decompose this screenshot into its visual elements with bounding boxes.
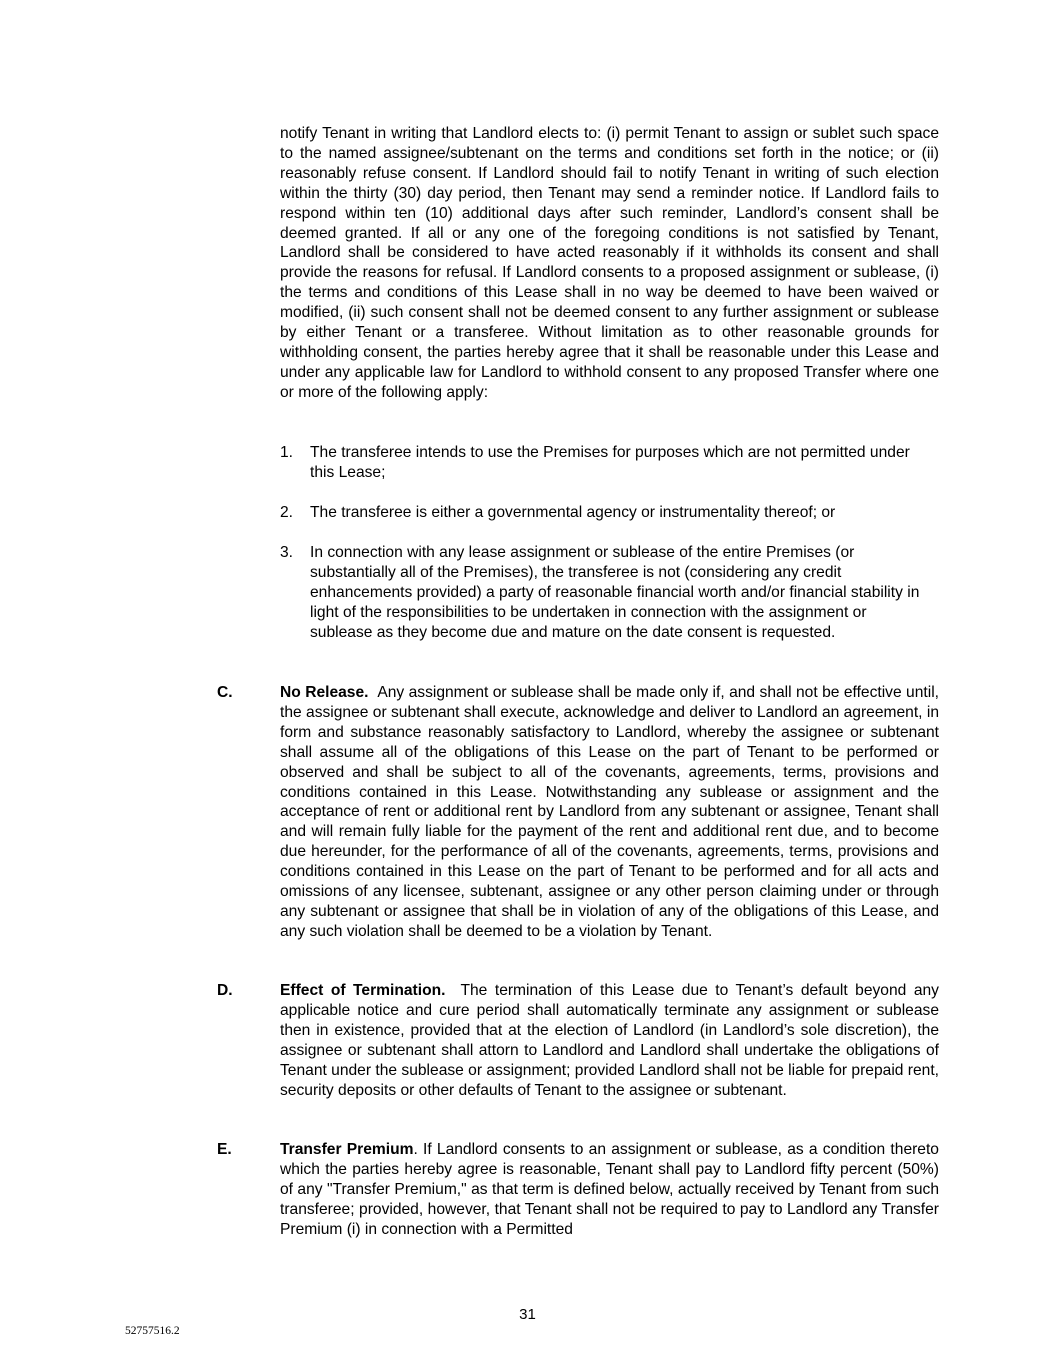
list-item-text: The transferee intends to use the Premises for purposes which are not permitted under this Lease;	[310, 444, 910, 481]
section-text: The termination of this Lease due to Tenant’s default beyond any applicable notice and cure period shall automatically terminate any assignment or sublease then in existence, provided that at the election of Landlord (in Landlord’s sole discretion), the assignee or subtenant shall attorn to Landlord and Landlord shall undertake the obligations of Tenant under the sublease or assignment; provided Landlord shall not be liable for prepaid rent, security deposits or other defaults of Tenant to the assignee or subtenant.	[280, 982, 939, 1099]
list-item-text: The transferee is either a governmental agency or instrumentality thereof; or	[310, 504, 836, 521]
section-letter: D.	[217, 982, 233, 999]
section-body	[280, 1140, 939, 1240]
list-item-number: 3.	[280, 544, 294, 561]
section-text: . If Landlord consents to an assignment or sublease, as a condition thereto which the parties hereby agree is reasonable, Tenant shall pay to Landlord fifty percent (50%) of any "Transfer Premium," as that term is defined below, actually received by Tenant from such transferee; provided, however, that Tenant shall not be required to pay to Landlord any Transfer Premium (i) in connection with a Permitted	[280, 1141, 939, 1238]
section-letter: E.	[217, 1141, 232, 1158]
intro-paragraph: notify Tenant in writing that Landlord elects to: (i) permit Tenant to assign or sublet such space to the named assignee/subtenant on the terms and conditions set forth in the notice; or (ii) reasonably refuse consent. If Landlord should fail to notify Tenant in writing of such election within the thirty (30) day period, then Tenant may send a reminder notice. If Landlord fails to respond within ten (10) additional days after such reminder, Landlord’s consent shall be deemed granted. If all or any one of the foregoing conditions is not satisfied by Tenant, Landlord shall be considered to have acted reasonably if it withholds its consent and shall provide the reasons for refusal. If Landlord consents to a proposed assignment or sublease, (i) the terms and conditions of this Lease shall in no way be deemed to have been waived or modified, (ii) such consent shall not be deemed consent to any further assignment or sublease by either Tenant or a transferee. Without limitation as to other reasonable grounds for withholding consent, the parties hereby agree that it shall be reasonable under this Lease and under any applicable law for Landlord to withhold consent to any proposed Transfer where one or more of the following apply:	[280, 125, 939, 401]
section-heading: Transfer Premium	[280, 1141, 414, 1158]
document-id: 52757516.2	[125, 1325, 180, 1337]
section-body	[280, 981, 939, 1100]
section-text: Any assignment or sublease shall be made only if, and shall not be effective until, the assignee or subtenant shall execute, acknowledge and deliver to Landlord an agreement, in form and substance reasonably satisfactory to Landlord, whereby the assignee or subtenant shall assume all of the obligations of this Lease on the part of Tenant to be performed or observed and shall be subject to all of the covenants, agreements, terms, provisions and conditions contained in this Lease. Notwithstanding any sublease or assignment and the acceptance of rent or additional rent by Landlord from any subtenant or assignee, Tenant shall and will remain fully liable for the payment of the rent and additional rent due, and to become due hereunder, for the performance of all of the covenants, agreements, terms, provisions and conditions contained in this Lease on the part of Tenant to be performed and for all acts and omissions of any licensee, subtenant, assignee or any other person claiming under or through any subtenant or assignee that shall be in violation of any of the obligations of this Lease, and any such violation shall be deemed to be a violation by Tenant.	[280, 684, 939, 940]
list-item-number: 2.	[280, 504, 294, 521]
section-heading: Effect of Termination.	[280, 982, 446, 999]
list-item-text: In connection with any lease assignment or sublease of the entire Premises (or substantially all of the Premises), the transferee is not (considering any credit enhancements provided) a party of reasonable financial worth and/or financial stability in light of the responsibilities to be undertaken in connection with the assignment or sublease as they become due and mature on the date consent is requested.	[310, 544, 920, 641]
section-letter: C.	[217, 684, 233, 701]
page-number: 31	[519, 1306, 536, 1323]
section-heading: No Release.	[280, 684, 369, 701]
section-body	[280, 683, 939, 942]
list-item-number: 1.	[280, 444, 294, 461]
